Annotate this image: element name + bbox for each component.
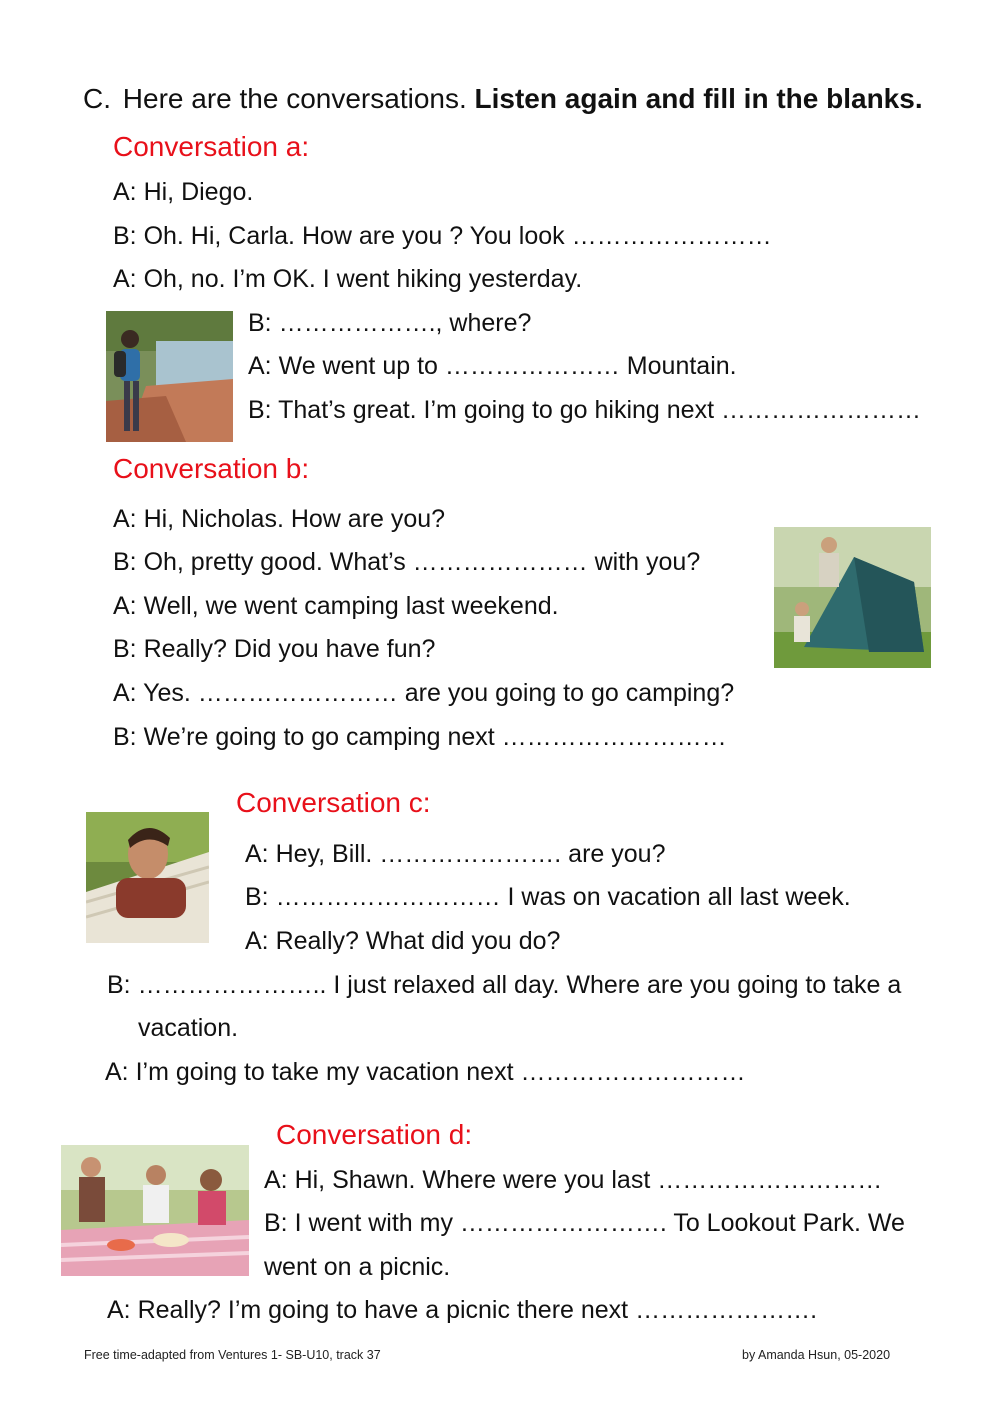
conv-d-line-1: A: Hi, Shawn. Where were you last ……………………… — [264, 1166, 883, 1194]
conv-a-line-4: B: ………………., where? — [248, 309, 532, 337]
conv-c-line-3: A: Really? What did you do? — [245, 927, 561, 955]
conv-c-line-1: A: Hey, Bill. …………………. are you? — [245, 840, 666, 868]
conversation-c-title: Conversation c: — [236, 787, 431, 818]
footer-source: Free time-adapted from Ventures 1- SB-U10, track 37 — [84, 1348, 381, 1362]
conv-d-line-2: B: I went with my ……………………. To Lookout Park. We — [264, 1209, 905, 1237]
conversation-b-title: Conversation b: — [113, 453, 310, 484]
hammock-photo — [86, 812, 209, 943]
camping-photo — [774, 527, 931, 668]
conv-b-line-4: B: Really? Did you have fun? — [113, 635, 436, 663]
conv-d-line-3: went on a picnic. — [264, 1253, 451, 1281]
instruction-label: C. — [83, 83, 111, 114]
conv-b-line-2: B: Oh, pretty good. What’s ………………… with you? — [113, 548, 701, 576]
conv-c-line-5: vacation. — [138, 1014, 239, 1042]
conv-b-line-1: A: Hi, Nicholas. How are you? — [113, 505, 446, 533]
conv-c-line-2: B: ……………………… I was on vacation all last week. — [245, 883, 851, 911]
conv-a-line-2: B: Oh. Hi, Carla. How are you ? You look …………………… — [113, 222, 772, 250]
conv-a-line-3: A: Oh, no. I’m OK. I went hiking yesterday. — [113, 265, 583, 293]
conv-c-line-4: B: ………………….. I just relaxed all day. Where are you going to take a — [107, 971, 902, 999]
hiking-photo — [106, 311, 233, 442]
conv-b-line-3: A: Well, we went camping last weekend. — [113, 592, 559, 620]
conv-a-line-1: A: Hi, Diego. — [113, 178, 254, 206]
conv-b-line-5: A: Yes. …………………… are you going to go camping? — [113, 679, 735, 707]
instruction-text: Here are the conversations. — [122, 83, 467, 114]
conversation-d-title: Conversation d: — [276, 1119, 473, 1150]
conv-b-line-6: B: We’re going to go camping next ……………………… — [113, 723, 727, 751]
conv-c-line-6: A: I’m going to take my vacation next ……………………… — [105, 1058, 746, 1086]
conv-a-line-5: A: We went up to ………………… Mountain. — [248, 352, 737, 380]
conversation-a-title: Conversation a: — [113, 131, 310, 162]
picnic-photo — [61, 1145, 249, 1276]
conv-a-line-6: B: That’s great. I’m going to go hiking next …………………… — [248, 396, 921, 424]
conv-d-line-4: A: Really? I’m going to have a picnic there next …………………. — [107, 1296, 818, 1324]
footer-author: by Amanda Hsun, 05-2020 — [742, 1348, 891, 1362]
instruction — [83, 82, 923, 116]
instruction-bold: Listen again and fill in the blanks. — [474, 83, 923, 114]
